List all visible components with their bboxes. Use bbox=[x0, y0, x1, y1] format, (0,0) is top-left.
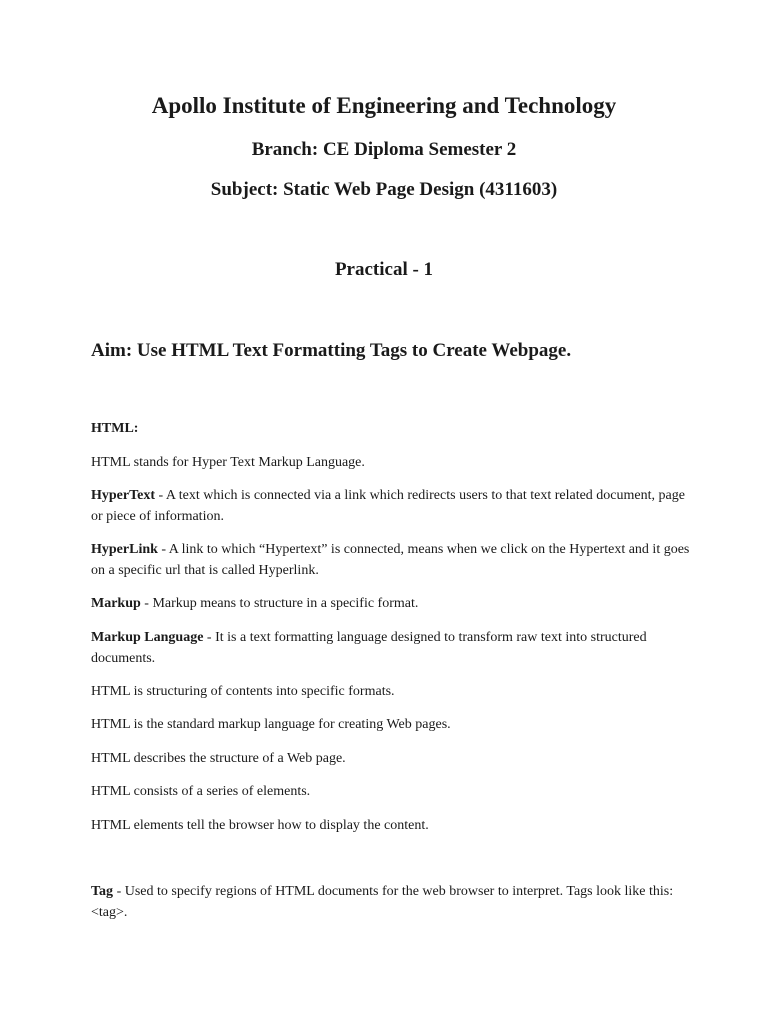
markup-language-definition: - It is a text formatting language designed to transform raw text into structured documents. bbox=[91, 630, 647, 666]
describes-paragraph: HTML describes the structure of a Web page. bbox=[91, 751, 346, 766]
html-section-heading: HTML: bbox=[91, 421, 139, 436]
markup-definition: - Markup means to structure in a specific format. bbox=[140, 596, 419, 611]
hyperlink-paragraph bbox=[91, 539, 691, 581]
consists-paragraph: HTML consists of a series of elements. bbox=[91, 784, 311, 799]
practical-heading: Practical - 1 bbox=[334, 259, 434, 280]
tag-term: Tag bbox=[91, 884, 114, 899]
elements-paragraph: HTML elements tell the browser how to display the content. bbox=[91, 818, 429, 833]
markup-paragraph bbox=[91, 593, 691, 614]
hyperlink-term: HyperLink bbox=[91, 542, 158, 557]
subject-line: Subject: Static Web Page Design (4311603) bbox=[210, 179, 558, 200]
structuring-paragraph: HTML is structuring of contents into specific formats. bbox=[91, 684, 395, 699]
hypertext-definition: - A text which is connected via a link which redirects users to that text related document, page or piece of information. bbox=[91, 488, 685, 524]
markup-language-paragraph bbox=[91, 627, 691, 669]
standard-paragraph: HTML is the standard markup language for creating Web pages. bbox=[91, 717, 451, 732]
hyperlink-definition: - A link to which “Hypertext” is connected, means when we click on the Hypertext and it goes on a specific url that is called Hyperlink. bbox=[91, 542, 690, 578]
markup-language-term: Markup Language bbox=[91, 630, 204, 645]
hypertext-paragraph bbox=[91, 485, 691, 527]
aim-heading: Aim: Use HTML Text Formatting Tags to Create Webpage. bbox=[91, 340, 572, 361]
tag-paragraph bbox=[91, 881, 691, 923]
tag-definition: - Used to specify regions of HTML documents for the web browser to interpret. Tags look like this: <tag>. bbox=[91, 884, 674, 920]
branch-line: Branch: CE Diploma Semester 2 bbox=[251, 139, 517, 160]
institute-title: Apollo Institute of Engineering and Technology bbox=[151, 93, 617, 118]
html-stands-paragraph: HTML stands for Hyper Text Markup Language. bbox=[91, 455, 365, 470]
hypertext-term: HyperText bbox=[91, 488, 156, 503]
markup-term: Markup bbox=[91, 596, 141, 611]
